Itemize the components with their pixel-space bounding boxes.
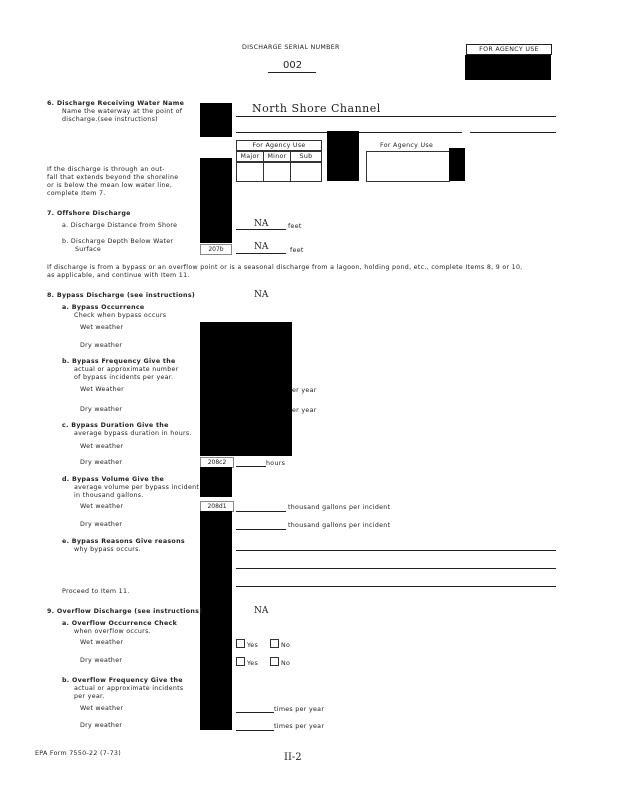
item9-b-label2: actual or approximate incidents — [74, 685, 184, 692]
item8-d-wet-unit: thousand gallons per incident — [288, 504, 391, 511]
agency-cell-major — [236, 162, 264, 182]
code-207b: 207b — [200, 244, 232, 255]
form-number: EPA Form 7550-22 (7-73) — [35, 750, 121, 757]
item9-b-dry: Dry weather — [80, 722, 123, 729]
item8-d-wet: Wet weather — [80, 503, 124, 510]
agency-col-major: Major — [236, 151, 264, 162]
proceed-note: Proceed to Item 11. — [62, 588, 130, 595]
item8-d-label3: in thousand gallons. — [74, 492, 144, 499]
item6-line1 — [236, 116, 556, 117]
dry-yes-option[interactable] — [236, 657, 258, 667]
redaction-header — [465, 55, 551, 80]
item6-note1: If the discharge is through an out- — [47, 166, 165, 173]
item7-title: 7. Offshore Discharge — [47, 210, 131, 217]
item7-b-label2: Surface — [75, 246, 102, 253]
item7-b-unit: feet — [290, 247, 304, 254]
item9-a-label1: a. Overflow Occurrence Check — [62, 620, 178, 627]
serial-number-value: 002 — [283, 60, 303, 71]
redaction-item6-a — [200, 103, 232, 137]
item9-a-wet: Wet weather — [80, 639, 124, 646]
serial-underline — [268, 72, 316, 73]
reasons-line1 — [236, 550, 556, 551]
item8-d-label1: d. Bypass Volume Give the — [62, 476, 165, 483]
item8-d-dry: Dry weather — [80, 521, 123, 528]
item8-c-unit: hours — [266, 460, 286, 467]
item8-title: 8. Bypass Discharge (see instructions) — [47, 292, 196, 299]
item8-b-dry: Dry weather — [80, 406, 123, 413]
page-number: II-2 — [284, 752, 302, 763]
item9-b-label1: b. Overflow Frequency Give the — [62, 677, 183, 684]
dry-yes-label: Yes — [247, 660, 259, 667]
item6-note2: fall that extends beyond the shoreline — [47, 174, 179, 181]
agency-use-box: FOR AGENCY USE — [466, 44, 552, 55]
wet-no-label: No — [281, 642, 291, 649]
dry-no-option[interactable] — [270, 657, 290, 667]
overflow-value: NA — [254, 606, 269, 616]
agency-box-2 — [366, 151, 450, 182]
serial-number-label: DISCHARGE SERIAL NUMBER — [242, 44, 340, 51]
redaction-item6-d — [449, 148, 465, 181]
reasons-line2 — [236, 568, 556, 569]
item8-d-dry-unit: thousand gallons per incident — [288, 522, 391, 529]
redaction-item8-9 — [200, 511, 232, 730]
dry-no-checkbox[interactable] — [270, 657, 279, 666]
item8-c-label1: c. Bypass Duration Give the — [62, 422, 169, 429]
item6-line3 — [470, 132, 556, 133]
reasons-line3 — [236, 586, 556, 587]
agency-cell-sub — [290, 162, 322, 182]
agency-use-head-2: For Agency Use — [380, 142, 434, 149]
item6-note4: complete Item 7. — [47, 190, 106, 197]
code-208d1: 208d1 — [200, 501, 234, 512]
item8-c-dry: Dry weather — [80, 459, 123, 466]
item8-c-line — [236, 466, 266, 467]
item8-b-wet-unit: er year — [292, 387, 317, 394]
item7-b-line — [236, 253, 286, 254]
redaction-item6-c — [327, 131, 359, 181]
item9-b-dry-unit: times per year — [274, 723, 325, 730]
code-208c2: 208c2 — [200, 457, 234, 468]
dry-yes-checkbox[interactable] — [236, 657, 245, 666]
discharge-depth-value: NA — [254, 242, 269, 252]
item7-a-label: a. Discharge Distance from Shore — [62, 222, 178, 229]
wet-yes-option[interactable] — [236, 639, 258, 649]
redaction-item6-b — [200, 158, 232, 202]
item9-a-label2: when overflow occurs. — [74, 628, 151, 635]
item8-b-dry-unit: er year — [292, 407, 317, 414]
redaction-item8 — [200, 322, 292, 456]
wet-no-checkbox[interactable] — [270, 639, 279, 648]
item8-d-label2: average volume per bypass incident — [74, 484, 200, 491]
instruction-line1: If discharge is from a bypass or an overflow point or is a seasonal discharge from a lagoon, holding pond, etc., complete Items 8, 9 or 10, — [47, 264, 523, 271]
item6-desc2: discharge.(see instructions) — [62, 116, 158, 123]
item8-a-sub: Check when bypass occurs — [74, 312, 167, 319]
item8-e-label1: e. Bypass Reasons Give reasons — [62, 538, 185, 545]
item9-title: 9. Overflow Discharge (see instructions) — [47, 608, 203, 615]
item7-a-unit: feet — [288, 223, 302, 230]
item8-c-label2: average bypass duration in hours. — [74, 430, 192, 437]
agency-use-head-1: For Agency Use — [236, 140, 322, 151]
item9-b-label3: per year. — [74, 693, 105, 700]
instruction-line2: as applicable, and continue with Item 11. — [47, 272, 190, 279]
item8-b-label3: of bypass incidents per year. — [74, 374, 174, 381]
receiving-water-value: North Shore Channel — [252, 102, 381, 115]
item8-b-label1: b. Bypass Frequency Give the — [62, 358, 176, 365]
agency-col-minor: Minor — [263, 151, 291, 162]
wet-yes-label: Yes — [247, 642, 259, 649]
item8-a-dry: Dry weather — [80, 342, 123, 349]
item7-b-label1: b. Discharge Depth Below Water — [62, 238, 174, 245]
agency-cell-minor — [263, 162, 291, 182]
agency-col-sub: Sub — [290, 151, 322, 162]
item9-b-wet-line — [236, 712, 274, 713]
item7-a-line — [236, 229, 286, 230]
item9-b-dry-line — [236, 730, 274, 731]
item8-e-label2: why bypass occurs. — [74, 546, 142, 553]
item6-title: 6. Discharge Receiving Water Name — [47, 100, 185, 107]
item8-d-wet-line — [236, 511, 286, 512]
bypass-value: NA — [254, 290, 269, 300]
item8-a-label: a. Bypass Occurrence — [62, 304, 145, 311]
item8-b-wet: Wet Weather — [80, 386, 125, 393]
item6-note3: or is below the mean low water line, — [47, 182, 173, 189]
redaction-item7 — [200, 202, 232, 243]
item8-d-dry-line — [236, 529, 286, 530]
dry-no-label: No — [281, 660, 291, 667]
item9-b-wet: Wet weather — [80, 705, 124, 712]
item8-c-wet: Wet weather — [80, 443, 124, 450]
item8-a-wet: Wet weather — [80, 324, 124, 331]
item8-b-label2: actual or approximate number — [74, 366, 179, 373]
discharge-distance-value: NA — [254, 219, 269, 229]
redaction-item8-d — [200, 467, 232, 497]
wet-no-option[interactable] — [270, 639, 290, 649]
wet-yes-checkbox[interactable] — [236, 639, 245, 648]
item6-desc1: Name the waterway at the point of — [62, 108, 183, 115]
item9-a-dry: Dry weather — [80, 657, 123, 664]
item9-b-wet-unit: times per year — [274, 706, 325, 713]
